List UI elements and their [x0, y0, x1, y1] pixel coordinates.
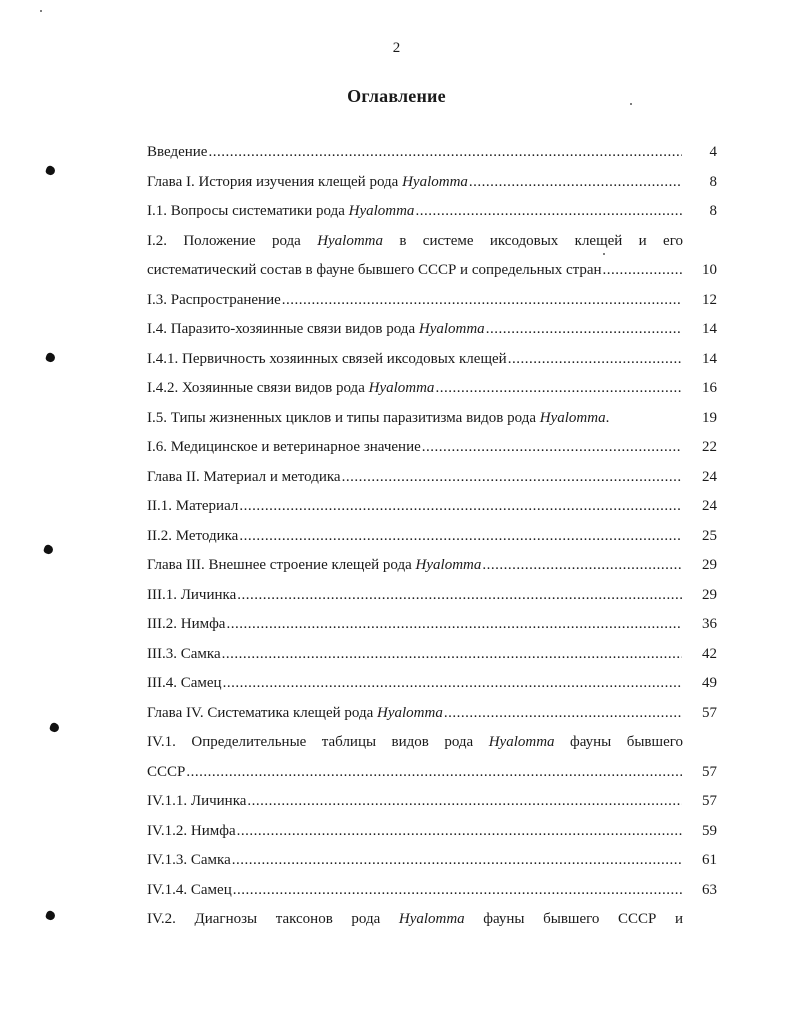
toc-entry — [147, 728, 717, 758]
toc-entry-label — [147, 463, 341, 493]
scan-speck — [630, 103, 632, 105]
toc-entry-genus: Hyalomma — [539, 409, 606, 426]
toc-entry-page: 42 — [702, 645, 717, 662]
toc-entry-page: 63 — [702, 881, 717, 898]
toc-entry — [147, 227, 717, 257]
toc-entry-label — [147, 817, 236, 847]
toc-entry-page: 59 — [702, 822, 717, 839]
scan-artifact — [49, 722, 61, 734]
toc-entry-text: I.6. Медицинское и ветеринарное значение — [147, 439, 421, 455]
toc-entry-text: I.2. Положение рода — [147, 232, 318, 249]
toc-entry — [147, 315, 717, 345]
toc-entry-page: 61 — [702, 852, 717, 868]
toc-entry-leader — [415, 197, 682, 227]
toc-entry — [147, 138, 717, 168]
toc-entry-leader — [226, 610, 682, 640]
page-title: Оглавление — [347, 86, 446, 106]
toc-entry-page: 57 — [702, 793, 717, 809]
toc-entry — [147, 699, 717, 729]
toc-entry-leader — [237, 581, 682, 611]
toc-entry-leader — [232, 846, 682, 876]
toc-entry — [147, 345, 717, 375]
toc-entry-label — [147, 286, 281, 316]
toc-entry-page: 36 — [702, 616, 717, 632]
toc-entry-leader — [508, 345, 682, 375]
toc-entry-text: III.3. Самка — [147, 645, 221, 662]
toc-entry-page: 22 — [702, 439, 717, 455]
toc-entry-label — [147, 138, 207, 168]
scan-speck — [40, 10, 42, 12]
toc-entry — [147, 787, 717, 817]
toc-entry — [147, 433, 717, 463]
toc-entry-leader — [603, 256, 682, 286]
toc-entry-label — [147, 640, 221, 670]
toc-entry-genus: Hyalomma — [368, 380, 435, 396]
toc-entry-text: IV.1.3. Самка — [147, 852, 231, 868]
toc-entry-text: I.3. Распространение — [147, 291, 281, 308]
toc-entry — [147, 876, 717, 906]
toc-entry — [147, 522, 717, 552]
scan-speck — [603, 253, 605, 255]
toc-entry-label — [147, 256, 602, 286]
toc-entry-leader — [222, 640, 682, 670]
toc-entry-genus: Hyalomma — [415, 557, 482, 573]
toc-entry-label — [147, 345, 507, 375]
toc-entry-text: IV.2. Диагнозы таксонов рода — [147, 911, 399, 927]
toc-entry-leader — [247, 787, 682, 817]
toc-entry-page: 29 — [702, 586, 717, 603]
toc-entry — [147, 168, 717, 198]
toc-entry-genus: Hyalomma — [418, 321, 485, 337]
toc-entry — [147, 640, 717, 670]
toc-entry-text: Глава I. История изучения клещей рода — [147, 173, 403, 190]
toc-entry-text: I.4.1. Первичность хозяинных связей иксодовых клещей — [147, 350, 507, 367]
toc-entry-text: I.4. Паразито-хозяинные связи видов рода — [147, 321, 419, 337]
toc-entry-label — [147, 227, 717, 257]
toc-entry-label — [147, 905, 717, 935]
toc-entry-text: I.5. Типы жизненных циклов и типы паразитизма видов рода — [147, 409, 540, 426]
toc-entry-label — [147, 610, 225, 640]
toc-entry — [147, 286, 717, 316]
toc-entry-leader — [237, 817, 682, 847]
toc-entry-label — [147, 522, 238, 552]
toc-entry-label — [147, 581, 236, 611]
toc-entry-page: 10 — [702, 262, 717, 278]
toc-entry-text: II.1. Материал — [147, 498, 239, 514]
toc-entry-page: 57 — [702, 704, 717, 721]
toc-entry — [147, 256, 717, 286]
toc-entry-text: Глава II. Материал и методика — [147, 468, 341, 485]
toc-entry-label — [147, 699, 443, 729]
scan-artifact — [45, 165, 57, 177]
toc-entry-text: систематический состав в фауне бывшего СССР и сопредельных стран — [147, 262, 602, 278]
toc-entry-leader — [435, 374, 682, 404]
toc-entry-page: 16 — [702, 380, 717, 396]
toc-entry-page: 24 — [702, 498, 717, 514]
toc-entry-text: III.2. Нимфа — [147, 616, 226, 632]
toc-entry-label — [147, 197, 414, 227]
toc-entry-leader — [342, 463, 682, 493]
toc-entry-label — [147, 404, 683, 434]
toc-entry-text: Введение — [147, 144, 208, 160]
toc-entry-text: IV.1.2. Нимфа — [147, 822, 236, 839]
toc-entry-page: 24 — [702, 468, 717, 485]
toc-entry-genus: Hyalomma — [377, 704, 443, 721]
toc-entry-genus: Hyalomma — [488, 734, 555, 750]
toc-entry-label — [147, 433, 421, 463]
toc-entry-leader — [239, 522, 682, 552]
toc-entry-leader — [208, 138, 682, 168]
toc-entry-label — [147, 876, 232, 906]
toc-entry-text: I.1. Вопросы систематики рода — [147, 203, 349, 219]
toc-entry — [147, 197, 717, 227]
toc-entry-text: . — [605, 409, 610, 426]
toc-entry-leader — [486, 315, 682, 345]
toc-entry-text: III.4. Самец — [147, 675, 222, 691]
toc-entry-leader — [223, 669, 682, 699]
toc-entry-page: 49 — [702, 675, 717, 691]
toc-entry-page: 4 — [709, 144, 717, 160]
toc-entry-text: III.1. Личинка — [147, 586, 237, 603]
toc-entry-text: СССР — [147, 763, 186, 780]
toc-entry-leader — [186, 758, 682, 788]
toc-entry-genus: Hyalomma — [317, 232, 384, 249]
toc-entry-text: IV.1. Определительные таблицы видов рода — [147, 734, 489, 750]
toc-entry — [147, 669, 717, 699]
toc-entry — [147, 551, 717, 581]
toc-entry-page: 12 — [702, 291, 717, 308]
toc-entry — [147, 374, 717, 404]
toc-entry — [147, 492, 717, 522]
toc-entry — [147, 758, 717, 788]
toc-entry-label — [147, 492, 238, 522]
toc-entry-leader — [282, 286, 682, 316]
scan-artifact — [43, 544, 55, 556]
toc-entry-leader — [469, 168, 682, 198]
toc-entry-page: 14 — [702, 321, 717, 337]
toc-entry-label — [147, 669, 222, 699]
toc-entry-label — [147, 374, 434, 404]
toc-entry-page: 29 — [702, 557, 717, 573]
toc-entry-leader — [422, 433, 682, 463]
toc-entry-text: IV.1.4. Самец — [147, 881, 232, 898]
toc-entry-label — [147, 758, 185, 788]
toc-entry-leader — [239, 492, 682, 522]
toc-entry-page: 19 — [702, 409, 717, 426]
toc-entry-page: 57 — [702, 763, 717, 780]
toc-entry-text: Глава III. Внешнее строение клещей рода — [147, 557, 416, 573]
toc-entry — [147, 610, 717, 640]
toc-entry-label — [147, 168, 468, 198]
toc-entry-text: фауны бывшего — [554, 734, 683, 750]
toc-entry-text: I.4.2. Хозяинные связи видов рода — [147, 380, 369, 396]
toc-entry-genus: Hyalomma — [398, 911, 465, 927]
toc-entry — [147, 404, 717, 434]
toc-entry-page: 8 — [709, 203, 717, 219]
toc-entry-genus: Hyalomma — [402, 173, 468, 190]
toc-entry-label — [147, 315, 485, 345]
toc-entry-text: фауны бывшего СССР и — [464, 911, 683, 927]
toc-entry — [147, 846, 717, 876]
toc-entry-label — [147, 551, 481, 581]
scan-artifact — [45, 910, 57, 922]
toc-entry-label — [147, 846, 231, 876]
toc-entry-text: IV.1.1. Личинка — [147, 793, 247, 809]
toc-entry — [147, 817, 717, 847]
toc-entry-leader — [444, 699, 682, 729]
toc-entry-text: в системе иксодовых клещей и его — [383, 232, 683, 249]
toc-entry — [147, 905, 717, 935]
toc-entry-leader — [482, 551, 682, 581]
toc-entry-page: 14 — [702, 350, 717, 367]
scan-artifact — [45, 352, 57, 364]
page-number: 2 — [392, 40, 401, 56]
table-of-contents — [147, 138, 717, 935]
toc-entry-leader — [233, 876, 682, 906]
toc-entry-genus: Hyalomma — [348, 203, 415, 219]
toc-entry — [147, 463, 717, 493]
toc-entry-text: Глава IV. Систематика клещей рода — [147, 704, 378, 721]
toc-entry-label — [147, 787, 246, 817]
toc-entry-page: 8 — [709, 173, 717, 190]
toc-entry-text: II.2. Методика — [147, 527, 239, 544]
toc-entry — [147, 581, 717, 611]
toc-entry-page: 25 — [702, 527, 717, 544]
toc-entry-label — [147, 728, 717, 758]
